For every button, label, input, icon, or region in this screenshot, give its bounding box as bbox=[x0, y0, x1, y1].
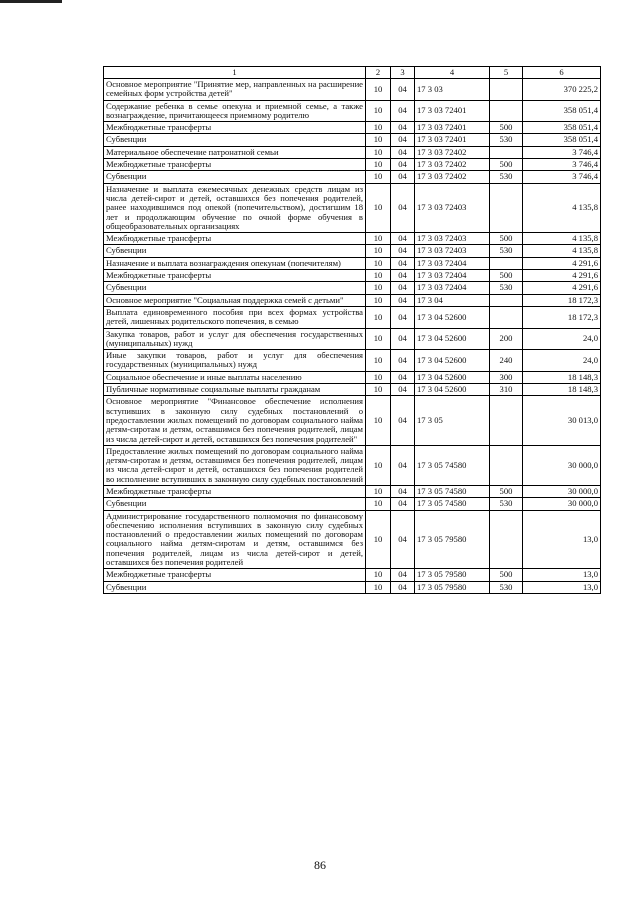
row-kind-cell bbox=[490, 294, 523, 306]
table-row bbox=[104, 122, 601, 134]
row-kind-cell: 530 bbox=[490, 171, 523, 183]
header-row bbox=[104, 67, 601, 79]
table-row bbox=[104, 233, 601, 245]
row-amount-cell: 3 746,4 bbox=[523, 146, 601, 158]
row-code-cell: 17 3 03 72401 bbox=[415, 100, 490, 122]
row-kind-cell bbox=[490, 396, 523, 445]
row-kind-cell: 500 bbox=[490, 233, 523, 245]
row-subsection-cell: 04 bbox=[391, 146, 415, 158]
row-code-cell: 17 3 03 72403 bbox=[415, 245, 490, 257]
row-kind-cell: 500 bbox=[490, 270, 523, 282]
row-section-cell: 10 bbox=[366, 350, 391, 372]
row-section-cell: 10 bbox=[366, 581, 391, 593]
row-kind-cell: 530 bbox=[490, 581, 523, 593]
row-amount-cell: 13,0 bbox=[523, 581, 601, 593]
row-amount-cell: 358 051,4 bbox=[523, 134, 601, 146]
row-name-cell: Субвенции bbox=[104, 282, 366, 294]
row-section-cell: 10 bbox=[366, 282, 391, 294]
table-row bbox=[104, 79, 601, 101]
row-kind-cell: 500 bbox=[490, 569, 523, 581]
row-subsection-cell: 04 bbox=[391, 79, 415, 101]
row-code-cell: 17 3 05 bbox=[415, 396, 490, 445]
row-section-cell: 10 bbox=[366, 159, 391, 171]
row-code-cell: 17 3 03 72402 bbox=[415, 146, 490, 158]
table-row bbox=[104, 245, 601, 257]
table-row bbox=[104, 569, 601, 581]
row-subsection-cell: 04 bbox=[391, 328, 415, 350]
header-cell: 6 bbox=[523, 67, 601, 79]
row-amount-cell: 3 746,4 bbox=[523, 159, 601, 171]
row-subsection-cell: 04 bbox=[391, 171, 415, 183]
row-code-cell: 17 3 03 72404 bbox=[415, 270, 490, 282]
row-section-cell: 10 bbox=[366, 122, 391, 134]
table-row bbox=[104, 134, 601, 146]
row-kind-cell: 310 bbox=[490, 384, 523, 396]
row-amount-cell: 13,0 bbox=[523, 510, 601, 569]
row-name-cell: Основное мероприятие "Финансовое обеспечение исполнения вступивших в законную силу судебных постановлений о предоставлении жилых помещений по договорам социального найма детям-сиротам и детям, оставшимся без попечения родителей, лицам из числа детей-сирот и детей, оставшихся без попечения родителей" bbox=[104, 396, 366, 445]
row-amount-cell: 3 746,4 bbox=[523, 171, 601, 183]
row-amount-cell: 18 148,3 bbox=[523, 371, 601, 383]
row-subsection-cell: 04 bbox=[391, 384, 415, 396]
row-subsection-cell: 04 bbox=[391, 581, 415, 593]
table-row bbox=[104, 171, 601, 183]
row-amount-cell: 358 051,4 bbox=[523, 100, 601, 122]
row-name-cell: Публичные нормативные социальные выплаты гражданам bbox=[104, 384, 366, 396]
row-name-cell: Социальное обеспечение и иные выплаты населению bbox=[104, 371, 366, 383]
row-amount-cell: 4 291,6 bbox=[523, 282, 601, 294]
row-code-cell: 17 3 04 52600 bbox=[415, 306, 490, 328]
row-name-cell: Субвенции bbox=[104, 581, 366, 593]
row-name-cell: Материальное обеспечение патронатной семьи bbox=[104, 146, 366, 158]
row-kind-cell: 500 bbox=[490, 159, 523, 171]
row-amount-cell: 4 135,8 bbox=[523, 233, 601, 245]
row-subsection-cell: 04 bbox=[391, 569, 415, 581]
row-code-cell: 17 3 03 bbox=[415, 79, 490, 101]
row-amount-cell: 18 172,3 bbox=[523, 294, 601, 306]
row-name-cell: Закупка товаров, работ и услуг для обеспечения государственных (муниципальных) нужд bbox=[104, 328, 366, 350]
row-code-cell: 17 3 03 72403 bbox=[415, 183, 490, 232]
row-section-cell: 10 bbox=[366, 245, 391, 257]
row-subsection-cell: 04 bbox=[391, 294, 415, 306]
table-row bbox=[104, 183, 601, 232]
row-section-cell: 10 bbox=[366, 171, 391, 183]
row-section-cell: 10 bbox=[366, 134, 391, 146]
row-subsection-cell: 04 bbox=[391, 371, 415, 383]
row-kind-cell: 530 bbox=[490, 282, 523, 294]
row-section-cell: 10 bbox=[366, 257, 391, 269]
row-kind-cell bbox=[490, 146, 523, 158]
table-row bbox=[104, 294, 601, 306]
row-code-cell: 17 3 04 bbox=[415, 294, 490, 306]
row-name-cell: Субвенции bbox=[104, 245, 366, 257]
row-code-cell: 17 3 05 79580 bbox=[415, 510, 490, 569]
header-cell: 2 bbox=[366, 67, 391, 79]
row-section-cell: 10 bbox=[366, 294, 391, 306]
row-amount-cell: 18 172,3 bbox=[523, 306, 601, 328]
row-amount-cell: 358 051,4 bbox=[523, 122, 601, 134]
row-name-cell: Выплата единовременного пособия при всех формах устройства детей, лишенных родительского попечения, в семью bbox=[104, 306, 366, 328]
row-section-cell: 10 bbox=[366, 396, 391, 445]
row-code-cell: 17 3 03 72404 bbox=[415, 257, 490, 269]
row-kind-cell: 500 bbox=[490, 122, 523, 134]
row-name-cell: Межбюджетные трансферты bbox=[104, 233, 366, 245]
row-amount-cell: 30 000,0 bbox=[523, 498, 601, 510]
row-kind-cell bbox=[490, 183, 523, 232]
header-cell: 1 bbox=[104, 67, 366, 79]
row-amount-cell: 24,0 bbox=[523, 328, 601, 350]
row-name-cell: Субвенции bbox=[104, 498, 366, 510]
row-section-cell: 10 bbox=[366, 485, 391, 497]
row-kind-cell bbox=[490, 510, 523, 569]
row-amount-cell: 30 000,0 bbox=[523, 485, 601, 497]
row-amount-cell: 4 291,6 bbox=[523, 270, 601, 282]
row-subsection-cell: 04 bbox=[391, 445, 415, 485]
row-amount-cell: 13,0 bbox=[523, 569, 601, 581]
row-code-cell: 17 3 03 72401 bbox=[415, 134, 490, 146]
row-subsection-cell: 04 bbox=[391, 282, 415, 294]
row-kind-cell bbox=[490, 306, 523, 328]
row-code-cell: 17 3 03 72404 bbox=[415, 282, 490, 294]
row-name-cell: Межбюджетные трансферты bbox=[104, 485, 366, 497]
row-name-cell: Межбюджетные трансферты bbox=[104, 569, 366, 581]
budget-table bbox=[103, 66, 601, 594]
row-name-cell: Субвенции bbox=[104, 134, 366, 146]
row-code-cell: 17 3 05 79580 bbox=[415, 581, 490, 593]
row-kind-cell: 530 bbox=[490, 498, 523, 510]
row-name-cell: Администрирование государственного полномочия по финансовому обеспечению исполнения вступивших в законную силу судебных постановлений о предоставлении жилых помещений по договорам социального найма детям-сиротам и детям, оставшимся без попечения родителей, лицам из числа детей-сирот и детей, оставшихся без попечения родителей bbox=[104, 510, 366, 569]
table-row bbox=[104, 328, 601, 350]
row-kind-cell: 530 bbox=[490, 134, 523, 146]
page-number: 86 bbox=[314, 858, 326, 872]
table-row bbox=[104, 270, 601, 282]
row-section-cell: 10 bbox=[366, 328, 391, 350]
row-subsection-cell: 04 bbox=[391, 122, 415, 134]
row-code-cell: 17 3 03 72401 bbox=[415, 122, 490, 134]
row-code-cell: 17 3 03 72403 bbox=[415, 233, 490, 245]
row-kind-cell: 530 bbox=[490, 245, 523, 257]
header-cell: 4 bbox=[415, 67, 490, 79]
table-row bbox=[104, 510, 601, 569]
table-row bbox=[104, 159, 601, 171]
row-section-cell: 10 bbox=[366, 498, 391, 510]
row-code-cell: 17 3 04 52600 bbox=[415, 384, 490, 396]
row-subsection-cell: 04 bbox=[391, 498, 415, 510]
row-subsection-cell: 04 bbox=[391, 350, 415, 372]
row-code-cell: 17 3 03 72402 bbox=[415, 159, 490, 171]
row-section-cell: 10 bbox=[366, 233, 391, 245]
row-name-cell: Межбюджетные трансферты bbox=[104, 122, 366, 134]
row-subsection-cell: 04 bbox=[391, 257, 415, 269]
row-amount-cell: 370 225,2 bbox=[523, 79, 601, 101]
row-section-cell: 10 bbox=[366, 510, 391, 569]
row-amount-cell: 18 148,3 bbox=[523, 384, 601, 396]
row-amount-cell: 4 135,8 bbox=[523, 183, 601, 232]
row-amount-cell: 30 013,0 bbox=[523, 396, 601, 445]
row-kind-cell: 500 bbox=[490, 485, 523, 497]
table-row bbox=[104, 371, 601, 383]
row-name-cell: Предоставление жилых помещений по договорам социального найма детям-сиротам и детям, оставшимся без попечения родителей, лицам из числа детей-сирот и детей, оставшихся без попечения родителей во исполнение вступивших в законную силу судебных постановлений bbox=[104, 445, 366, 485]
row-subsection-cell: 04 bbox=[391, 233, 415, 245]
table-row bbox=[104, 384, 601, 396]
row-section-cell: 10 bbox=[366, 371, 391, 383]
row-amount-cell: 4 135,8 bbox=[523, 245, 601, 257]
row-code-cell: 17 3 04 52600 bbox=[415, 371, 490, 383]
row-code-cell: 17 3 04 52600 bbox=[415, 328, 490, 350]
row-name-cell: Основное мероприятие "Принятие мер, направленных на расширение семейных форм устройства детей" bbox=[104, 79, 366, 101]
row-subsection-cell: 04 bbox=[391, 396, 415, 445]
row-code-cell: 17 3 05 74580 bbox=[415, 485, 490, 497]
row-kind-cell: 300 bbox=[490, 371, 523, 383]
row-subsection-cell: 04 bbox=[391, 134, 415, 146]
row-section-cell: 10 bbox=[366, 306, 391, 328]
row-amount-cell: 24,0 bbox=[523, 350, 601, 372]
row-name-cell: Иные закупки товаров, работ и услуг для обеспечения государственных (муниципальных) нужд bbox=[104, 350, 366, 372]
table-row bbox=[104, 257, 601, 269]
row-section-cell: 10 bbox=[366, 569, 391, 581]
row-name-cell: Содержание ребенка в семье опекуна и приемной семье, а также вознаграждение, причитающееся приемному родителю bbox=[104, 100, 366, 122]
row-name-cell: Назначение и выплата вознаграждения опекунам (попечителям) bbox=[104, 257, 366, 269]
row-name-cell: Субвенции bbox=[104, 171, 366, 183]
header-cell: 5 bbox=[490, 67, 523, 79]
row-amount-cell: 4 291,6 bbox=[523, 257, 601, 269]
row-subsection-cell: 04 bbox=[391, 159, 415, 171]
row-code-cell: 17 3 05 74580 bbox=[415, 498, 490, 510]
row-subsection-cell: 04 bbox=[391, 100, 415, 122]
row-section-cell: 10 bbox=[366, 79, 391, 101]
table-row bbox=[104, 282, 601, 294]
row-section-cell: 10 bbox=[366, 384, 391, 396]
scan-corner-mark bbox=[0, 0, 62, 3]
table-row bbox=[104, 350, 601, 372]
row-subsection-cell: 04 bbox=[391, 485, 415, 497]
row-kind-cell: 240 bbox=[490, 350, 523, 372]
row-subsection-cell: 04 bbox=[391, 270, 415, 282]
row-section-cell: 10 bbox=[366, 270, 391, 282]
table-row bbox=[104, 445, 601, 485]
table-row bbox=[104, 100, 601, 122]
row-kind-cell bbox=[490, 79, 523, 101]
table-row bbox=[104, 581, 601, 593]
row-name-cell: Межбюджетные трансферты bbox=[104, 270, 366, 282]
row-kind-cell bbox=[490, 445, 523, 485]
row-subsection-cell: 04 bbox=[391, 183, 415, 232]
row-section-cell: 10 bbox=[366, 100, 391, 122]
row-subsection-cell: 04 bbox=[391, 306, 415, 328]
row-code-cell: 17 3 05 79580 bbox=[415, 569, 490, 581]
row-kind-cell bbox=[490, 100, 523, 122]
table-row bbox=[104, 498, 601, 510]
row-section-cell: 10 bbox=[366, 183, 391, 232]
table-row bbox=[104, 485, 601, 497]
table-row bbox=[104, 306, 601, 328]
row-name-cell: Межбюджетные трансферты bbox=[104, 159, 366, 171]
row-code-cell: 17 3 04 52600 bbox=[415, 350, 490, 372]
row-name-cell: Назначение и выплата ежемесячных денежных средств лицам из числа детей-сирот и детей, оставшихся без попечения родителей, ранее находившимся под опекой (попечительством), достигшим 18 лет и продолжающим обучение по очной форме обучения в общеобразовательных организациях bbox=[104, 183, 366, 232]
row-kind-cell: 200 bbox=[490, 328, 523, 350]
row-code-cell: 17 3 03 72402 bbox=[415, 171, 490, 183]
row-subsection-cell: 04 bbox=[391, 510, 415, 569]
row-name-cell: Основное мероприятие "Социальная поддержка семей с детьми" bbox=[104, 294, 366, 306]
row-code-cell: 17 3 05 74580 bbox=[415, 445, 490, 485]
row-section-cell: 10 bbox=[366, 146, 391, 158]
row-kind-cell bbox=[490, 257, 523, 269]
header-cell: 3 bbox=[391, 67, 415, 79]
table-row bbox=[104, 146, 601, 158]
row-section-cell: 10 bbox=[366, 445, 391, 485]
table-row bbox=[104, 396, 601, 445]
row-subsection-cell: 04 bbox=[391, 245, 415, 257]
row-amount-cell: 30 000,0 bbox=[523, 445, 601, 485]
